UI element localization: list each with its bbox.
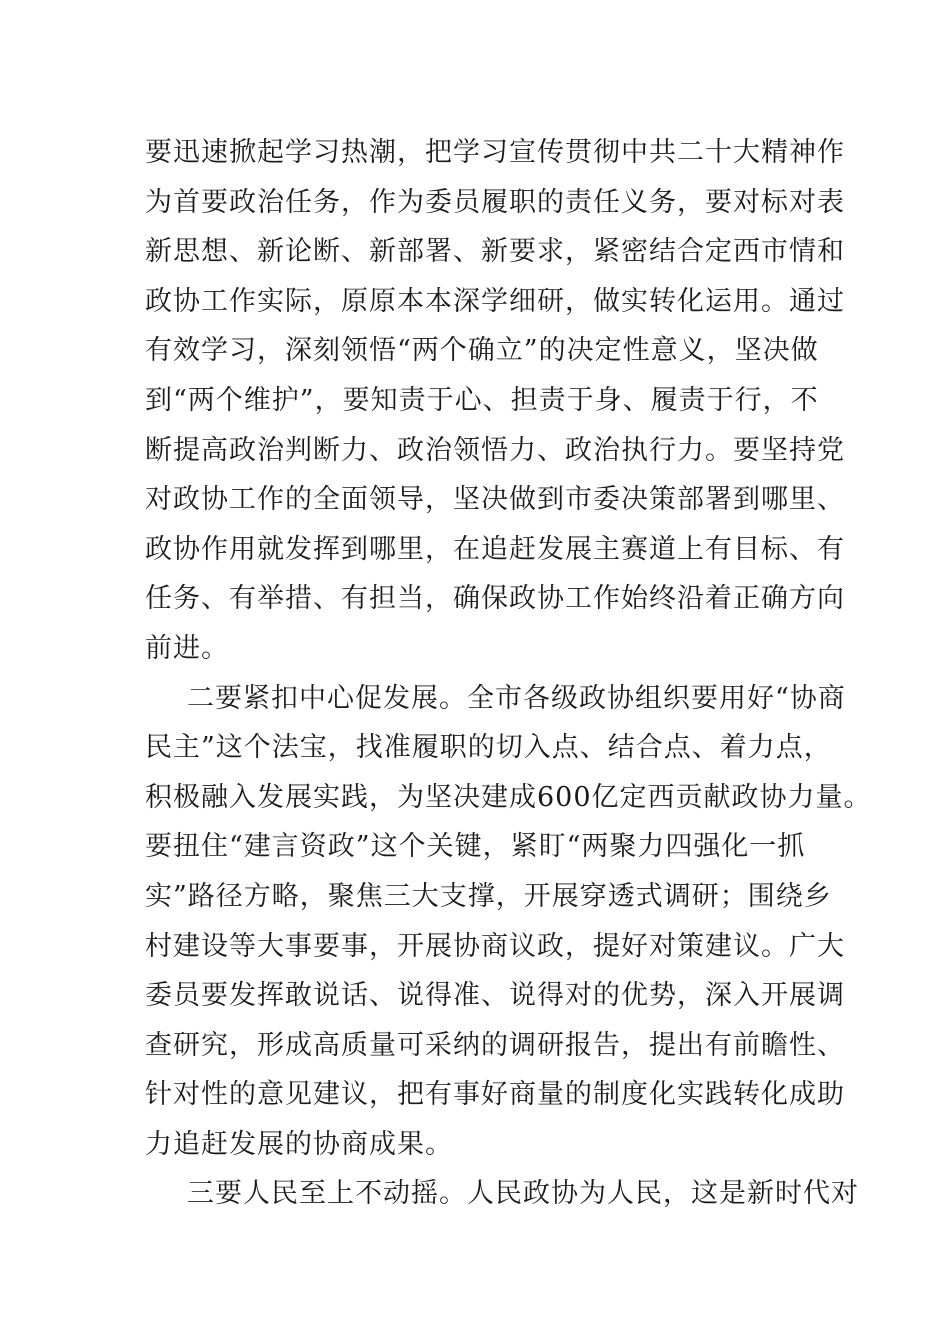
paragraph-line: 村建设等大事要事，开展协商议政，提好对策建议。广大 — [145, 930, 845, 962]
paragraph-line: 断提高政治判断力、政治领悟力、政治执行力。要坚持党 — [145, 434, 845, 466]
paragraph-line: 任务、有举措、有担当，确保政协工作始终沿着正确方向 — [145, 583, 845, 615]
paragraph-line: 为首要政治任务，作为委员履职的责任义务，要对标对表 — [145, 186, 845, 218]
paragraph-line: 二要紧扣中心促发展。全市各级政协组织要用好“协商 — [187, 682, 846, 714]
paragraph-line: 有效学习，深刻领悟“两个确立”的决定性意义，坚决做 — [145, 335, 819, 367]
paragraph-line: 政协作用就发挥到哪里，在追赶发展主赛道上有目标、有 — [145, 533, 845, 565]
paragraph-line: 实”路径方略，聚焦三大支撑，开展穿透式调研；围绕乡 — [145, 880, 832, 912]
paragraph-line: 民主”这个法宝，找准履职的切入点、结合点、着力点， — [145, 732, 832, 764]
paragraph-2 — [145, 674, 872, 1170]
paragraph-3 — [145, 1169, 859, 1219]
document-body — [145, 128, 872, 1219]
paragraph-line: 针对性的意见建议，把有事好商量的制度化实践转化成助 — [145, 1079, 845, 1111]
paragraph-line: 力追赶发展的协商成果。 — [145, 1128, 453, 1160]
paragraph-1 — [145, 128, 845, 674]
paragraph-line: 新思想、新论断、新部署、新要求，紧密结合定西市情和 — [145, 236, 845, 268]
paragraph-line: 查研究，形成高质量可采纳的调研报告，提出有前瞻性、 — [145, 1029, 845, 1061]
paragraph-line: 到“两个维护”，要知责于心、担责于身、履责于行，不 — [145, 384, 819, 416]
paragraph-line: 政协工作实际，原原本本深学细研，做实转化运用。通过 — [145, 285, 845, 317]
paragraph-line: 前进。 — [145, 632, 229, 664]
paragraph-line: 要迅速掀起学习热潮，把学习宣传贯彻中共二十大精神作 — [145, 137, 845, 168]
paragraph-line: 积极融入发展实践，为坚决建成600亿定西贡献政协力量。 — [145, 781, 872, 813]
paragraph-line: 委员要发挥敢说话、说得准、说得对的优势，深入开展调 — [145, 980, 845, 1012]
paragraph-line: 对政协工作的全面领导，坚决做到市委决策部署到哪里、 — [145, 484, 845, 516]
paragraph-line: 要扭住“建言资政”这个关键，紧盯“两聚力四强化一抓 — [145, 831, 806, 863]
paragraph-line: 三要人民至上不动摇。人民政协为人民，这是新时代对 — [187, 1178, 859, 1210]
